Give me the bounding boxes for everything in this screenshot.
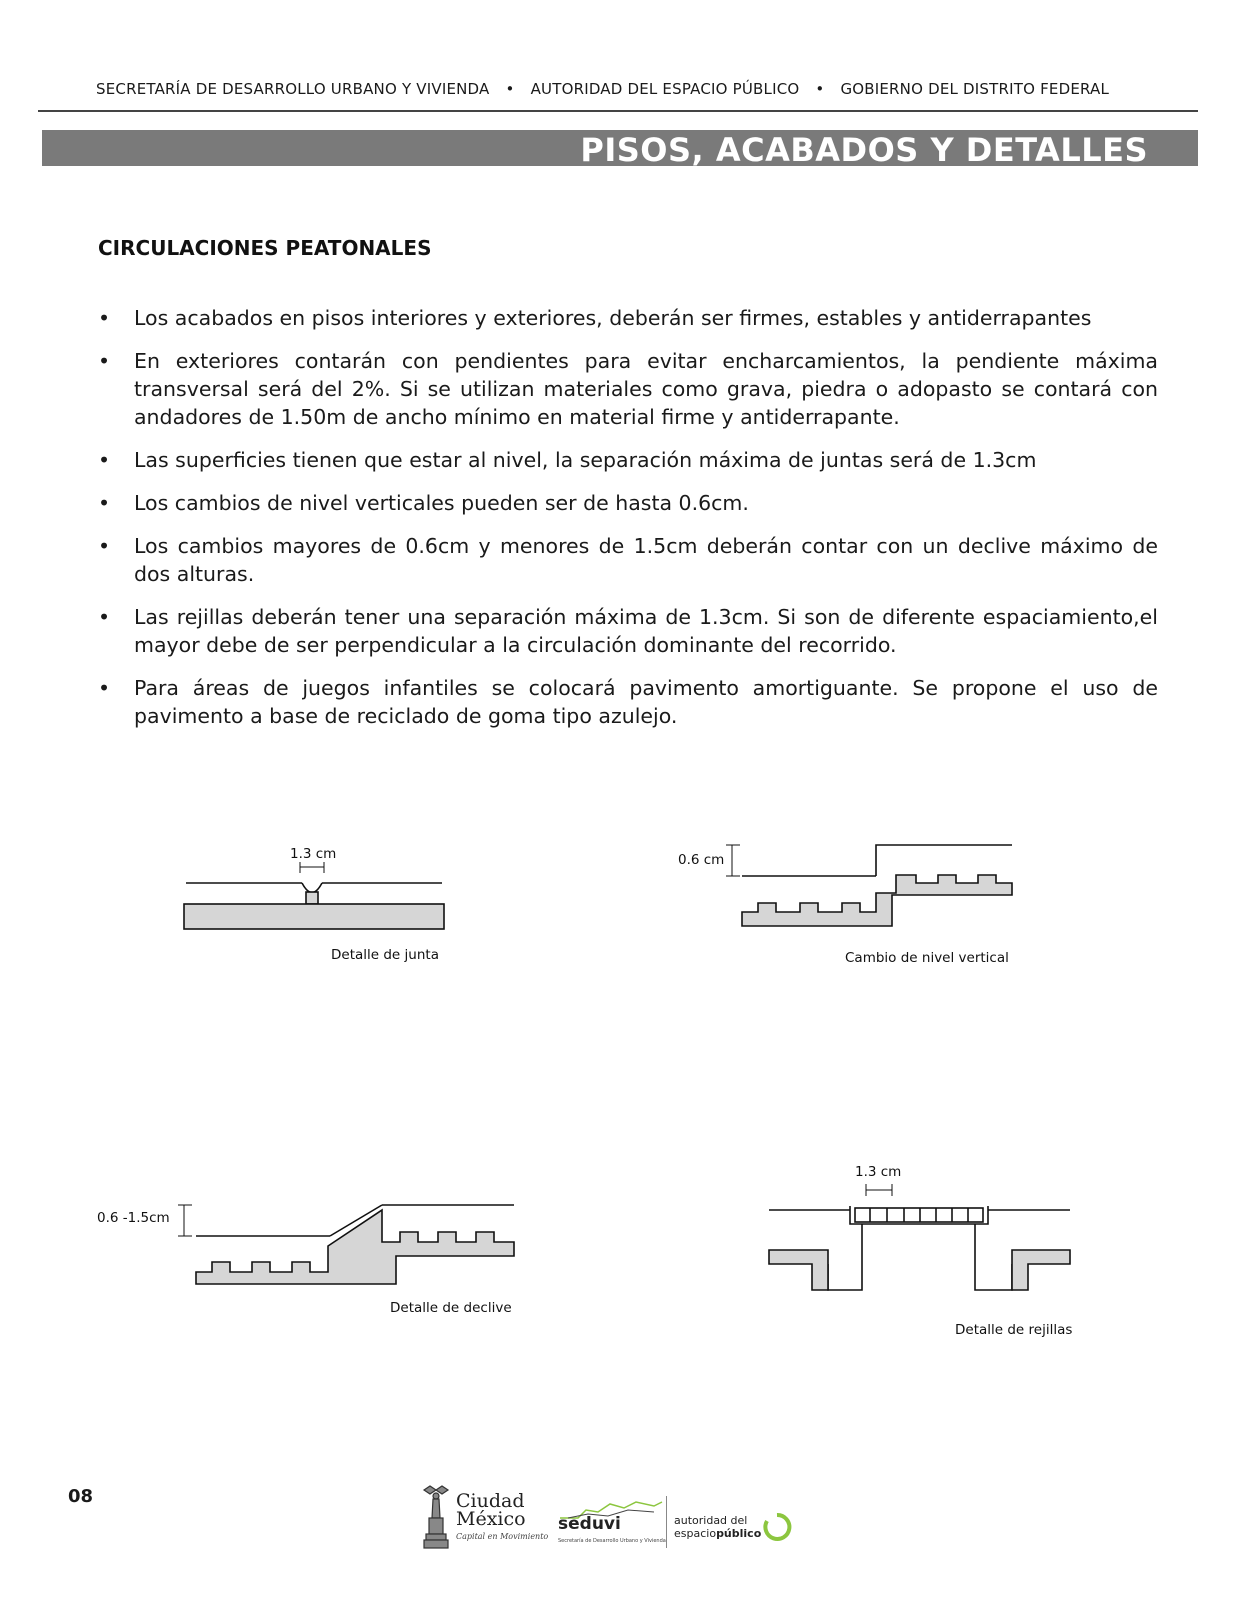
- slope-line: [330, 1205, 382, 1236]
- list-item: [98, 489, 1158, 517]
- list-item-text: Las superficies tienen que estar al nivel, la separación máxima de juntas será de 1.3cm: [134, 448, 1037, 472]
- header-item-gdf: GOBIERNO DEL DISTRITO FEDERAL: [840, 80, 1110, 98]
- rules-list: [98, 304, 1158, 745]
- bullet-icon: •: [98, 605, 111, 629]
- header-item-aep: AUTORIDAD DEL ESPACIO PÚBLICO: [530, 80, 800, 98]
- section-title: CIRCULACIONES PEATONALES: [98, 236, 432, 260]
- list-item: [98, 446, 1158, 474]
- grate: [855, 1208, 983, 1222]
- cdmx-tagline: Capital en Movimiento: [456, 1532, 549, 1541]
- list-item-text: Los cambios de nivel verticales pueden ser de hasta 0.6cm.: [134, 491, 749, 515]
- stepped-pavement: [742, 875, 1012, 926]
- right-curb: [1012, 1250, 1070, 1290]
- figure-caption: Detalle de rejillas: [955, 1322, 1073, 1338]
- list-item-text: Los acabados en pisos interiores y exteriores, deberán ser firmes, estables y antiderrapantes: [134, 306, 1092, 330]
- channel-wall: [828, 1224, 862, 1290]
- title-bar: [42, 130, 1198, 169]
- list-item-text: Las rejillas deberán tener una separación máxima de 1.3cm. Si son de diferente espaciamiento,el mayor debe de ser perpendicular a la circulación dominante del recorrido.: [134, 605, 1158, 657]
- angel-icon: [416, 1484, 456, 1552]
- grate-frame: [850, 1206, 988, 1224]
- header-separator: •: [815, 80, 825, 98]
- header-separator: •: [505, 80, 515, 98]
- left-curb: [769, 1250, 828, 1290]
- list-item: [98, 674, 1158, 730]
- page-title: PISOS, ACABADOS Y DETALLES: [580, 131, 1148, 169]
- joint-filler: [306, 892, 318, 904]
- figure-caption: Detalle de junta: [331, 947, 439, 963]
- ramp-pavement: [196, 1210, 514, 1284]
- list-item-text: Los cambios mayores de 0.6cm y menores de 1.5cm deberán contar con un declive máximo de dos alturas.: [134, 534, 1158, 586]
- cdmx-wordmark: [456, 1492, 526, 1528]
- seduvi-subtitle: Secretaría de Desarrollo Urbano y Vivienda: [558, 1538, 666, 1544]
- bullet-icon: •: [98, 448, 111, 472]
- header-item-seduvi: SECRETARÍA DE DESARROLLO URBANO Y VIVIENDA: [96, 80, 490, 98]
- aep-logo: [674, 1514, 794, 1554]
- list-item-text: Para áreas de juegos infantiles se colocará pavimento amortiguante. Se propone el uso de pavimento a base de reciclado de goma tipo azulejo.: [134, 676, 1158, 728]
- footer-logos: [412, 1484, 792, 1554]
- aep-line1: autoridad del: [674, 1514, 748, 1527]
- bullet-icon: •: [98, 491, 111, 515]
- header-divider: [38, 110, 1198, 112]
- bullet-icon: •: [98, 676, 111, 700]
- figure-caption: Cambio de nivel vertical: [845, 950, 1009, 966]
- bullet-icon: •: [98, 306, 111, 330]
- channel-wall: [975, 1224, 1012, 1290]
- list-item: [98, 532, 1158, 588]
- bullet-icon: •: [98, 349, 111, 373]
- dimension-label: 0.6 cm: [678, 852, 725, 868]
- cdmx-line2: México: [456, 1508, 526, 1530]
- seduvi-logo: [558, 1500, 668, 1550]
- dimension-label: 0.6 -1.5cm: [97, 1210, 170, 1226]
- aep-line2: espaciopúblico: [674, 1527, 762, 1540]
- slab: [184, 904, 444, 929]
- list-item: [98, 347, 1158, 431]
- cdmx-line1: Ciudad: [456, 1490, 525, 1512]
- page-number: 08: [68, 1486, 94, 1507]
- logo-divider: [666, 1496, 667, 1548]
- cdmx-logo: [412, 1484, 552, 1554]
- list-item: [98, 603, 1158, 659]
- header-bar: [96, 80, 1146, 98]
- dimension-label: 1.3 cm: [290, 846, 337, 862]
- bullet-icon: •: [98, 534, 111, 558]
- dimension-label: 1.3 cm: [855, 1164, 902, 1180]
- joint-curve: [302, 883, 322, 893]
- aep-ring-icon: [762, 1512, 792, 1542]
- upper-surface-line: [876, 845, 1012, 876]
- figure-caption: Detalle de declive: [390, 1300, 512, 1316]
- list-item-text: En exteriores contarán con pendientes para evitar encharcamientos, la pendiente máxima transversal será del 2%. Si se utilizan materiales como grava, piedra o adopasto se contará con andadores de 1.50m de ancho mínimo en material firme y antiderrapante.: [134, 349, 1158, 429]
- list-item: [98, 304, 1158, 332]
- seduvi-wordmark: seduvi: [558, 1514, 621, 1534]
